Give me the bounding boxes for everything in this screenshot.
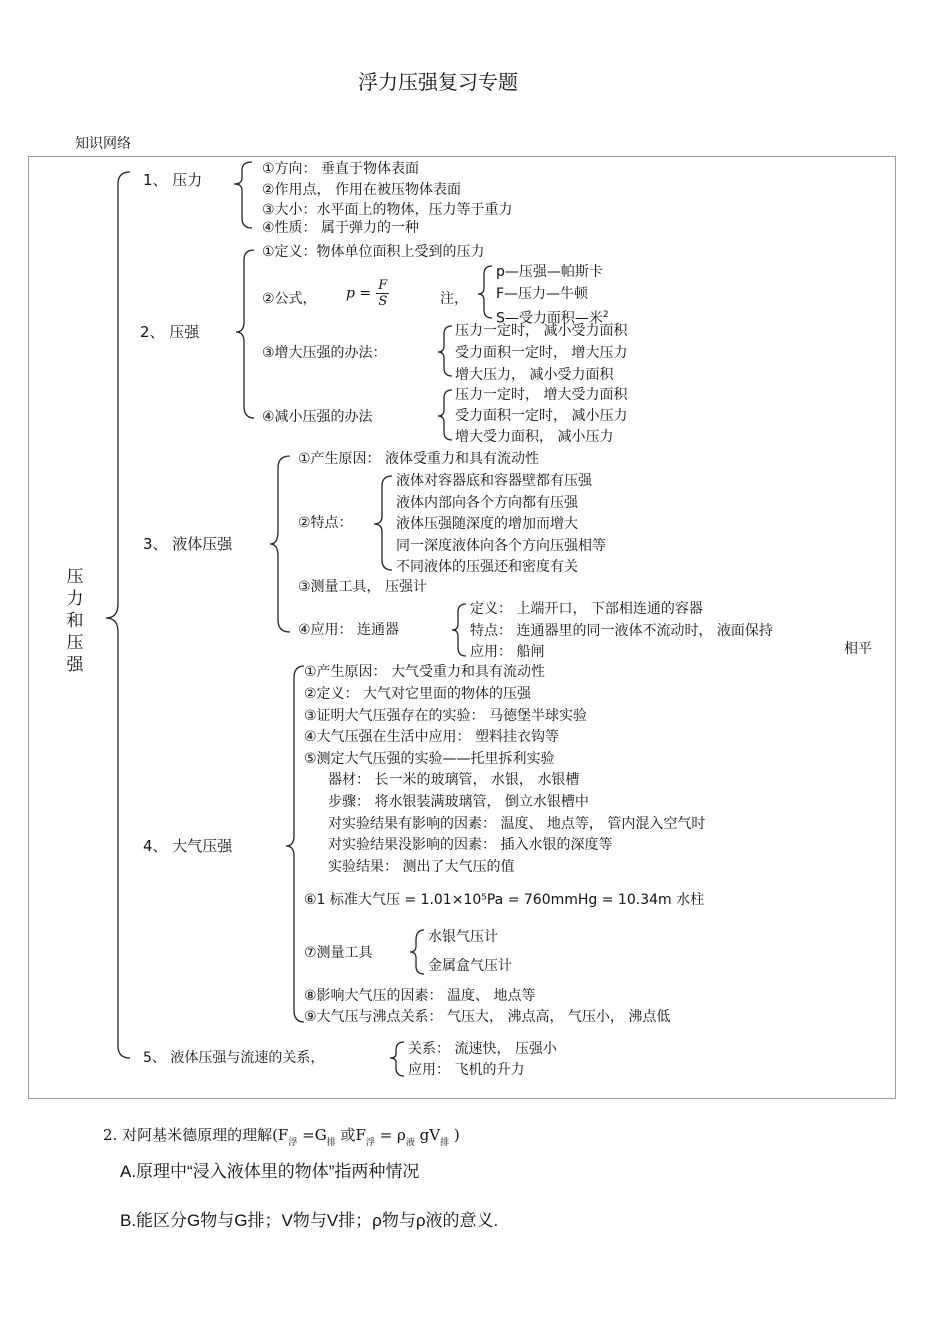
b3-application-item: 定义： 上端开口， 下部相连通的容器	[470, 601, 703, 617]
b2-decrease-item: 受力面积一定时， 减小压力	[455, 408, 628, 424]
b2-increase-item: 增大压力， 减小受力面积	[455, 367, 614, 383]
formula-numerator: F	[378, 278, 388, 293]
b3-application-item: 应用： 船闸	[470, 644, 545, 660]
formula-lhs: p =	[346, 285, 372, 302]
q2-part: = ρ	[374, 1126, 406, 1144]
b4-item: ④大气压强在生活中应用： 塑料挂衣钩等	[304, 729, 559, 745]
b3-cause: ①产生原因： 液体受重力和具有流动性	[298, 451, 539, 467]
line-b: B.能区分G物与G排；V物与V排；ρ物与ρ液的意义.	[120, 1211, 499, 1230]
archimedes-heading	[103, 1124, 460, 1148]
b3-feature: 液体对容器底和容器壁都有压强	[396, 473, 592, 489]
b5-item: 关系： 流速快， 压强小	[408, 1041, 557, 1057]
b4-tool: 金属盒气压计	[428, 958, 512, 974]
b4-standard-atmosphere: ⑥1 标准大气压 = 1.01×10⁵Pa = 760mmHg = 10.34m 水柱	[304, 892, 705, 908]
b1-item: ④性质： 属于弹力的一种	[262, 220, 420, 236]
b4-item: ①产生原因： 大气受重力和具有流动性	[304, 664, 545, 680]
b2-definition: ①定义：物体单位面积上受到的压力	[262, 244, 485, 260]
b2-decrease-label: ④减小压强的办法	[262, 409, 373, 425]
b2-increase-item: 压力一定时， 减小受力面积	[455, 323, 628, 339]
formula-denominator: S	[378, 294, 388, 309]
q2-sub: 排	[326, 1138, 336, 1148]
b3-application-item: 特点： 连通器里的同一液体不流动时， 液面保持	[470, 623, 773, 639]
b3-feature: 不同液体的压强还和密度有关	[396, 559, 578, 575]
line-a: A.原理中“浸入液体里的物体”指两种情况	[120, 1162, 420, 1181]
b4-sub-item: 器材： 长一米的玻璃管， 水银， 水银槽	[328, 772, 580, 788]
b2-formula-label: ②公式，	[262, 291, 317, 307]
b2-increase-item: 受力面积一定时， 增大压力	[455, 345, 628, 361]
root-label: 压力和压强	[66, 567, 84, 675]
q2-sub: 浮	[288, 1138, 298, 1148]
b4-sub-item: 对实验结果没影响的因素： 插入水银的深度等	[328, 837, 613, 853]
b2-note-label: 注，	[440, 291, 468, 307]
q2-part: gV	[414, 1126, 441, 1144]
formula-fraction	[376, 278, 389, 309]
branch-liquid-pressure-label: 3、 液体压强	[143, 535, 233, 553]
b1-item: ③大小：水平面上的物体，压力等于重力	[262, 202, 513, 218]
b2-note: p—压强—帕斯卡	[496, 264, 603, 280]
branch-pressure-label: 2、 压强	[140, 323, 200, 341]
b2-note-exponent: 2	[602, 310, 609, 320]
b4-sub-item: 对实验结果有影响的因素： 温度、 地点等， 管内混入空气时	[328, 816, 706, 832]
b2-decrease-item: 压力一定时， 增大受力面积	[455, 387, 628, 403]
branch-atmospheric-pressure-label: 4、 大气压强	[143, 837, 233, 855]
b3-feature: 液体压强随深度的增加而增大	[396, 516, 578, 532]
section-label: 知识网络	[75, 136, 131, 152]
b1-item: ①方向： 垂直于物体表面	[262, 161, 420, 177]
branch-pressure-force-label: 1、 压力	[143, 171, 203, 189]
b3-application-label: ④应用： 连通器	[298, 622, 400, 638]
b2-decrease-item: 增大受力面积， 减小压力	[455, 429, 614, 445]
b4-sub-item: 步骤： 将水银装满玻璃管， 倒立水银槽中	[328, 794, 589, 810]
b3-features-label: ②特点：	[298, 515, 353, 531]
q2-suffix: )	[449, 1126, 460, 1144]
b5-item: 应用： 飞机的升力	[408, 1062, 525, 1078]
q2-sub: 液	[405, 1138, 415, 1148]
b3-feature: 同一深度液体向各个方向压强相等	[396, 538, 606, 554]
b4-item: ⑤测定大气压强的实验——托里拆利实验	[304, 751, 555, 767]
b3-application-tail: 相平	[844, 641, 872, 657]
b1-item: ②作用点， 作用在被压物体表面	[262, 182, 462, 198]
b4-tools-label: ⑦测量工具	[304, 945, 373, 961]
b3-feature: 液体内部向各个方向都有压强	[396, 495, 578, 511]
b2-increase-label: ③增大压强的办法：	[262, 345, 387, 361]
b4-item: ③证明大气压强存在的实验： 马德堡半球实验	[304, 708, 587, 724]
b4-item: ②定义： 大气对它里面的物体的压强	[304, 686, 532, 702]
branch-flow-speed-label: 5、 液体压强与流速的关系，	[143, 1050, 325, 1066]
b4-sub-item: 实验结果： 测出了大气压的值	[328, 859, 515, 875]
b4-factors: ⑧影响大气压的因素： 温度、 地点等	[304, 988, 536, 1004]
q2-part: 或F	[335, 1126, 366, 1144]
b4-boiling-point: ⑨大气压与沸点关系： 气压大， 沸点高， 气压小， 沸点低	[304, 1009, 671, 1025]
b4-tool: 水银气压计	[428, 929, 498, 945]
q2-sub: 排	[440, 1138, 450, 1148]
q2-prefix: 2. 对阿基米德原理的理解(F	[103, 1126, 289, 1144]
q2-sub: 浮	[365, 1138, 375, 1148]
b3-tool: ③测量工具， 压强计	[298, 579, 428, 595]
pressure-formula	[346, 278, 389, 309]
page-title: 浮力压强复习专题	[358, 70, 518, 94]
q2-part: =G	[297, 1126, 327, 1144]
b2-note: F—压力—牛顿	[496, 286, 589, 302]
b2-note-text: S—受力面积—米	[496, 310, 603, 327]
